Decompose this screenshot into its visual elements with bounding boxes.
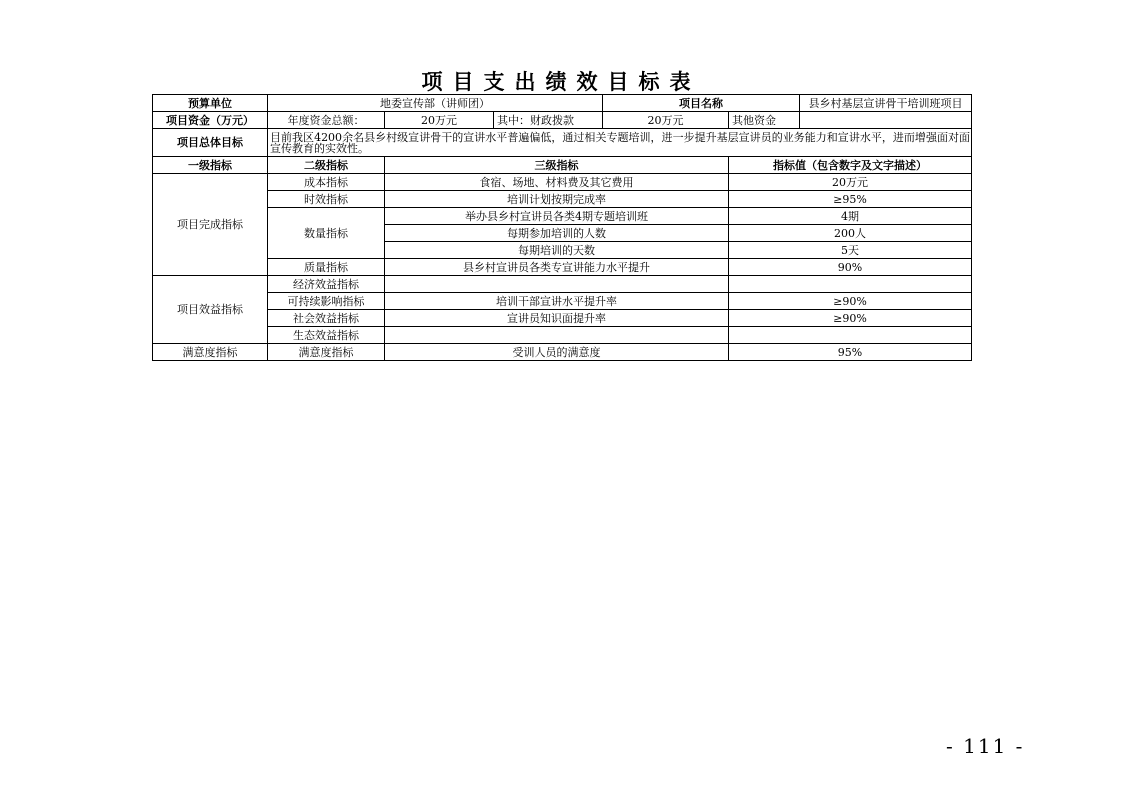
table-row	[153, 310, 972, 327]
budget-unit-label: 预算单位	[153, 95, 268, 112]
fiscal-value: 20万元	[603, 112, 729, 129]
level3-indicator: 食宿、场地、材料费及其它费用	[385, 174, 729, 191]
level2-header: 二级指标	[268, 157, 385, 174]
level3-header: 三级指标	[385, 157, 729, 174]
indicator-value: ≥90%	[729, 293, 972, 310]
annual-total-label: 年度资金总额：	[268, 112, 385, 129]
funds-label: 项目资金（万元）	[153, 112, 268, 129]
indicator-value: 20万元	[729, 174, 972, 191]
table-row	[153, 174, 972, 191]
row-goal	[153, 129, 972, 157]
level3-indicator: 培训干部宣讲水平提升率	[385, 293, 729, 310]
level3-indicator: 受训人员的满意度	[385, 344, 729, 361]
level3-indicator: 每期参加培训的人数	[385, 225, 729, 242]
budget-unit-value: 地委宣传部（讲师团）	[268, 95, 603, 112]
indicator-value	[729, 327, 972, 344]
level1-indicator: 项目完成指标	[153, 174, 268, 276]
level2-indicator: 可持续影响指标	[268, 293, 385, 310]
project-name-value: 县乡村基层宣讲骨干培训班项目	[800, 95, 972, 112]
level3-indicator: 县乡村宣讲员各类专宣讲能力水平提升	[385, 259, 729, 276]
table-row	[153, 276, 972, 293]
indicator-value: 200人	[729, 225, 972, 242]
indicator-value	[729, 276, 972, 293]
project-name-label: 项目名称	[603, 95, 800, 112]
level3-indicator: 每期培训的天数	[385, 242, 729, 259]
indicator-value: 90%	[729, 259, 972, 276]
other-funds-label: 其他资金	[729, 112, 800, 129]
level2-indicator: 成本指标	[268, 174, 385, 191]
level3-indicator: 宣讲员知识面提升率	[385, 310, 729, 327]
annual-total-value: 20万元	[385, 112, 494, 129]
level2-indicator: 满意度指标	[268, 344, 385, 361]
level3-indicator	[385, 327, 729, 344]
level2-indicator: 经济效益指标	[268, 276, 385, 293]
indicator-value: 95%	[729, 344, 972, 361]
row-column-headers	[153, 157, 972, 174]
indicator-value: 4期	[729, 208, 972, 225]
goal-text: 目前我区4200余名县乡村级宣讲骨干的宣讲水平普遍偏低，通过相关专题培训，进一步提升基层宣讲员的业务能力和宣讲水平，进而增强面对面宣传教育的实效性。	[268, 129, 972, 157]
level1-header: 一级指标	[153, 157, 268, 174]
table-row	[153, 293, 972, 310]
table-row	[153, 327, 972, 344]
level1-indicator: 满意度指标	[153, 344, 268, 361]
indicator-value: 5天	[729, 242, 972, 259]
table-row	[153, 191, 972, 208]
page-number: - 111 -	[946, 734, 1025, 758]
level3-indicator: 培训计划按期完成率	[385, 191, 729, 208]
goal-label: 项目总体目标	[153, 129, 268, 157]
level2-indicator: 社会效益指标	[268, 310, 385, 327]
level3-indicator: 举办县乡村宣讲员各类4期专题培训班	[385, 208, 729, 225]
indicator-value: ≥90%	[729, 310, 972, 327]
level2-indicator: 时效指标	[268, 191, 385, 208]
fiscal-label: 其中：财政拨款	[494, 112, 603, 129]
value-header: 指标值（包含数字及文字描述）	[729, 157, 972, 174]
performance-table	[152, 94, 972, 361]
level3-indicator	[385, 276, 729, 293]
level1-indicator: 项目效益指标	[153, 276, 268, 344]
level2-indicator: 质量指标	[268, 259, 385, 276]
level2-indicator: 生态效益指标	[268, 327, 385, 344]
level2-indicator: 数量指标	[268, 208, 385, 259]
row-budget-unit	[153, 95, 972, 112]
other-funds-value	[800, 112, 972, 129]
table-row	[153, 344, 972, 361]
indicator-value: ≥95%	[729, 191, 972, 208]
row-funds	[153, 112, 972, 129]
table-row	[153, 208, 972, 225]
page-title: 项目支出绩效目标表	[421, 70, 701, 94]
table-row	[153, 259, 972, 276]
